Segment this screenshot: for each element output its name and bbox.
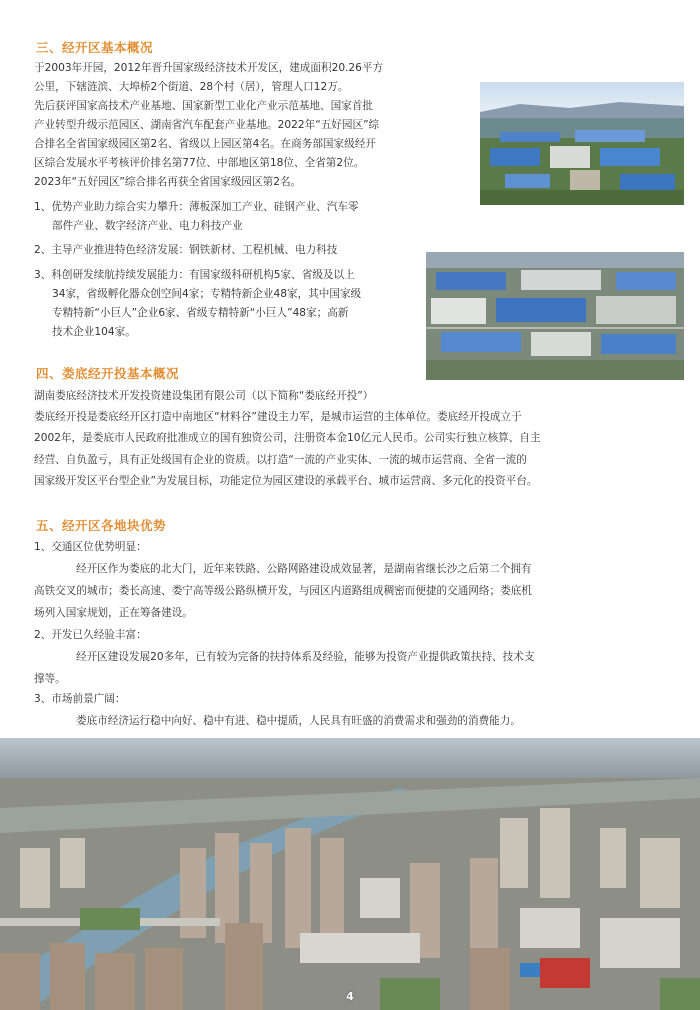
section-4-line: 湖南娄底经济技术开发投资建设集团有限公司（以下简称“娄底经开投”） [34, 390, 374, 402]
section-3-line: 合排名全省国家级园区第2名、省级以上园区第4名。在商务部国家级经开 [34, 138, 376, 150]
section-3-list-item: 34家，省级孵化器众创空间4家；专精特新企业48家，其中国家级 [52, 288, 362, 300]
section-3-list-item: 1、优势产业助力综合实力攀升：薄板深加工产业、硅钢产业、汽车零 [34, 201, 359, 213]
section-3-heading: 三、经开区基本概况 [36, 40, 154, 55]
section-3-list-item: 3、科创研发续航持续发展能力：有国家级科研机构5家、省级及以上 [34, 269, 355, 281]
city-aerial-photo [0, 738, 700, 1010]
section-5-heading: 五、经开区各地块优势 [36, 518, 167, 533]
section-5-line: 经开区作为娄底的北大门，近年来铁路、公路网路建设成效显著，是湖南省继长沙之后第二个拥有 [76, 563, 532, 575]
section-4-line: 2002年，是娄底市人民政府批准成立的国有独资公司，注册资本金10亿元人民币。公司实行独立核算、自主 [34, 432, 541, 444]
section-5-line: 场列入国家规划，正在筹备建设。 [34, 607, 193, 619]
section-5-subheading: 1、交通区位优势明显： [34, 541, 147, 553]
factory-blocks-photo [426, 252, 684, 380]
section-4-line: 经营、自负盈亏，具有正处级国有企业的资质。以打造“一流的产业实体、一流的城市运营商、全省一流的 [34, 454, 527, 466]
section-3-line: 产业转型升级示范园区、湖南省汽车配套产业基地。2022年“五好园区”综 [34, 119, 380, 131]
section-3-line: 先后获评国家高技术产业基地、国家新型工业化产业示范基地、国家首批 [34, 100, 373, 112]
section-4-heading: 四、娄底经开投基本概况 [36, 366, 180, 381]
page-number: 4 [346, 990, 354, 1003]
section-4-line: 国家级开发区平台型企业”为发展目标，功能定位为园区建设的承载平台、城市运营商、多元化的投资平台。 [34, 475, 538, 487]
section-3-list-item: 2、主导产业推进特色经济发展：钢铁新材、工程机械、电力科技 [34, 244, 338, 256]
industrial-park-photo [480, 82, 684, 205]
section-5-subheading: 2、开发已久经验丰富： [34, 629, 147, 641]
section-3-line: 公里，下辖涟滨、大埠桥2个街道、28个村（居），管理人口12万。 [34, 81, 349, 93]
section-3-list-item: 部件产业、数字经济产业、电力科技产业 [52, 220, 243, 232]
section-3-list-item: 专精特新“小巨人”企业6家、省级专精特新“小巨人”48家；高新 [52, 307, 349, 319]
section-5-line: 高铁交叉的城市；娄长高速、娄宁高等级公路纵横开发，与园区内道路组成稠密而便捷的交通网络；娄底机 [34, 585, 532, 597]
section-5-line: 经开区建设发展20多年，已有较为完备的扶持体系及经验，能够为投资产业提供政策扶持、技术支 [76, 651, 535, 663]
section-5-subheading: 3、市场前景广阔： [34, 693, 126, 705]
section-3-line: 2023年“五好园区”综合排名再获全省国家级园区第2名。 [34, 176, 302, 188]
section-3-line: 区综合发展水平考核评价排名第77位、中部地区第18位、全省第2位。 [34, 157, 365, 169]
section-3-list-item: 技术企业104家。 [52, 326, 136, 338]
section-5-line: 娄底市经济运行稳中向好、稳中有进、稳中提质，人民具有旺盛的消费需求和强劲的消费能力。 [76, 715, 521, 727]
section-4-line: 娄底经开投是娄底经开区打造中南地区“材料谷”建设主力军，是城市运营的主体单位。娄底经开投成立于 [34, 411, 522, 423]
section-3-line: 于2003年开园，2012年晋升国家级经济技术开发区，建成面积20.26平方 [34, 62, 384, 74]
section-5-line: 撑等。 [34, 673, 66, 685]
